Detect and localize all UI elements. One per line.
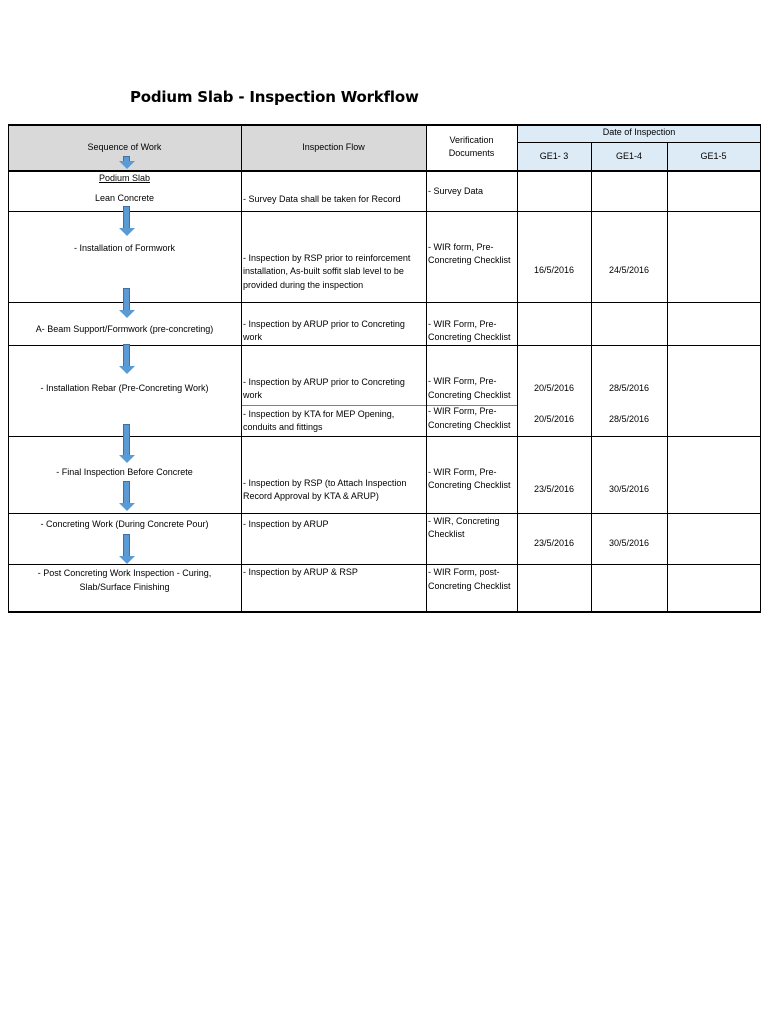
- flow-r5-line2: conduits and fittings: [243, 422, 323, 432]
- flow-r6-line2: Record Approval by KTA & ARUP): [243, 491, 379, 501]
- header-sequence: Sequence of Work: [87, 142, 162, 152]
- header-date-of-inspection: Date of Inspection: [602, 127, 676, 137]
- date-r6-ge14: 30/5/2016: [608, 484, 650, 494]
- docs-r6-line1: - WIR Form, Pre-: [428, 467, 497, 477]
- date-r6-ge13: 23/5/2016: [533, 484, 575, 494]
- flow-r1: - Survey Data shall be taken for Record: [243, 194, 401, 204]
- seq-beam-support: A- Beam Support/Formwork (pre-concreting): [35, 324, 214, 334]
- border-bottom: [8, 611, 761, 613]
- flow-r4-line2: work: [243, 390, 263, 400]
- docs-r4-line1: - WIR Form, Pre-: [428, 376, 497, 386]
- seq-podium-slab: Podium Slab: [98, 173, 151, 183]
- date-r2-ge13: 16/5/2016: [533, 265, 575, 275]
- flow-r3-line2: work: [243, 332, 263, 342]
- docs-r2-line1: - WIR form, Pre-: [428, 242, 494, 252]
- border-header-mid: [517, 142, 761, 143]
- down-arrow-icon: [120, 344, 134, 375]
- flow-r2-line2: installation, As-built soffit slab level to be: [243, 266, 404, 276]
- down-arrow-icon: [120, 206, 134, 237]
- page-title: Podium Slab - Inspection Workflow: [130, 88, 419, 106]
- docs-r1: - Survey Data: [428, 186, 484, 196]
- docs-r8-line2: Concreting Checklist: [428, 581, 511, 591]
- down-arrow-icon: [120, 288, 134, 319]
- flow-r8: - Inspection by ARUP & RSP: [243, 567, 358, 577]
- seq-lean-concrete: Lean Concrete: [94, 193, 155, 203]
- seq-installation-formwork: - Installation of Formwork: [73, 243, 176, 253]
- docs-r3-line2: Concreting Checklist: [428, 332, 511, 342]
- down-arrow-icon: [120, 481, 134, 512]
- down-arrow-icon: [120, 534, 134, 565]
- down-arrow-icon: [120, 424, 134, 464]
- seq-concreting-work: - Concreting Work (During Concrete Pour): [40, 519, 209, 529]
- flow-r4-line1: - Inspection by ARUP prior to Concreting: [243, 377, 405, 387]
- date-r4-ge13: 20/5/2016: [533, 383, 575, 393]
- flow-r2-line1: - Inspection by RSP prior to reinforcement: [243, 253, 411, 263]
- docs-r7-line1: - WIR, Concreting: [428, 516, 500, 526]
- header-ge13: GE1- 3: [539, 151, 569, 161]
- header-ge15: GE1-5: [700, 151, 727, 161]
- docs-r5-line1: - WIR Form, Pre-: [428, 406, 497, 416]
- seq-installation-rebar: - Installation Rebar (Pre-Concreting Work): [40, 383, 209, 393]
- docs-r3-line1: - WIR Form, Pre-: [428, 319, 497, 329]
- docs-r2-line2: Concreting Checklist: [428, 255, 511, 265]
- date-r4-ge14: 28/5/2016: [608, 383, 650, 393]
- date-r2-ge14: 24/5/2016: [608, 265, 650, 275]
- flow-r6-line1: - Inspection by RSP (to Attach Inspection: [243, 478, 407, 488]
- header-ge14: GE1-4: [615, 151, 642, 161]
- date-r5-ge14: 28/5/2016: [608, 414, 650, 424]
- header-flow: Inspection Flow: [302, 142, 365, 152]
- row-line-6: [8, 513, 761, 514]
- docs-r5-line2: Concreting Checklist: [428, 420, 511, 430]
- col-line-5: [667, 142, 668, 613]
- date-r7-ge14: 30/5/2016: [608, 538, 650, 548]
- docs-r4-line2: Concreting Checklist: [428, 390, 511, 400]
- flow-r3-line1: - Inspection by ARUP prior to Concreting: [243, 319, 405, 329]
- seq-final-inspection: - Final Inspection Before Concrete: [56, 467, 193, 477]
- flow-r7: - Inspection by ARUP: [243, 519, 329, 529]
- col-line-1: [241, 124, 242, 613]
- docs-r7-line2: Checklist: [428, 529, 465, 539]
- date-r5-ge13: 20/5/2016: [533, 414, 575, 424]
- date-r7-ge13: 23/5/2016: [533, 538, 575, 548]
- docs-r8-line1: - WIR Form, post-: [428, 567, 500, 577]
- inspection-table: [8, 124, 761, 613]
- seq-post-concreting-line2: Slab/Surface Finishing: [79, 582, 170, 592]
- header-verification-1: Verification: [449, 135, 494, 145]
- header-verification-2: Documents: [448, 148, 495, 158]
- col-line-2: [426, 124, 427, 613]
- flow-r2-line3: provided during the inspection: [243, 280, 364, 290]
- flow-r5-line1: - Inspection by KTA for MEP Opening,: [243, 409, 395, 419]
- docs-r6-line2: Concreting Checklist: [428, 480, 511, 490]
- seq-post-concreting-line1: - Post Concreting Work Inspection - Curing,: [37, 568, 212, 578]
- down-arrow-icon: [120, 156, 134, 169]
- border-right: [760, 124, 761, 613]
